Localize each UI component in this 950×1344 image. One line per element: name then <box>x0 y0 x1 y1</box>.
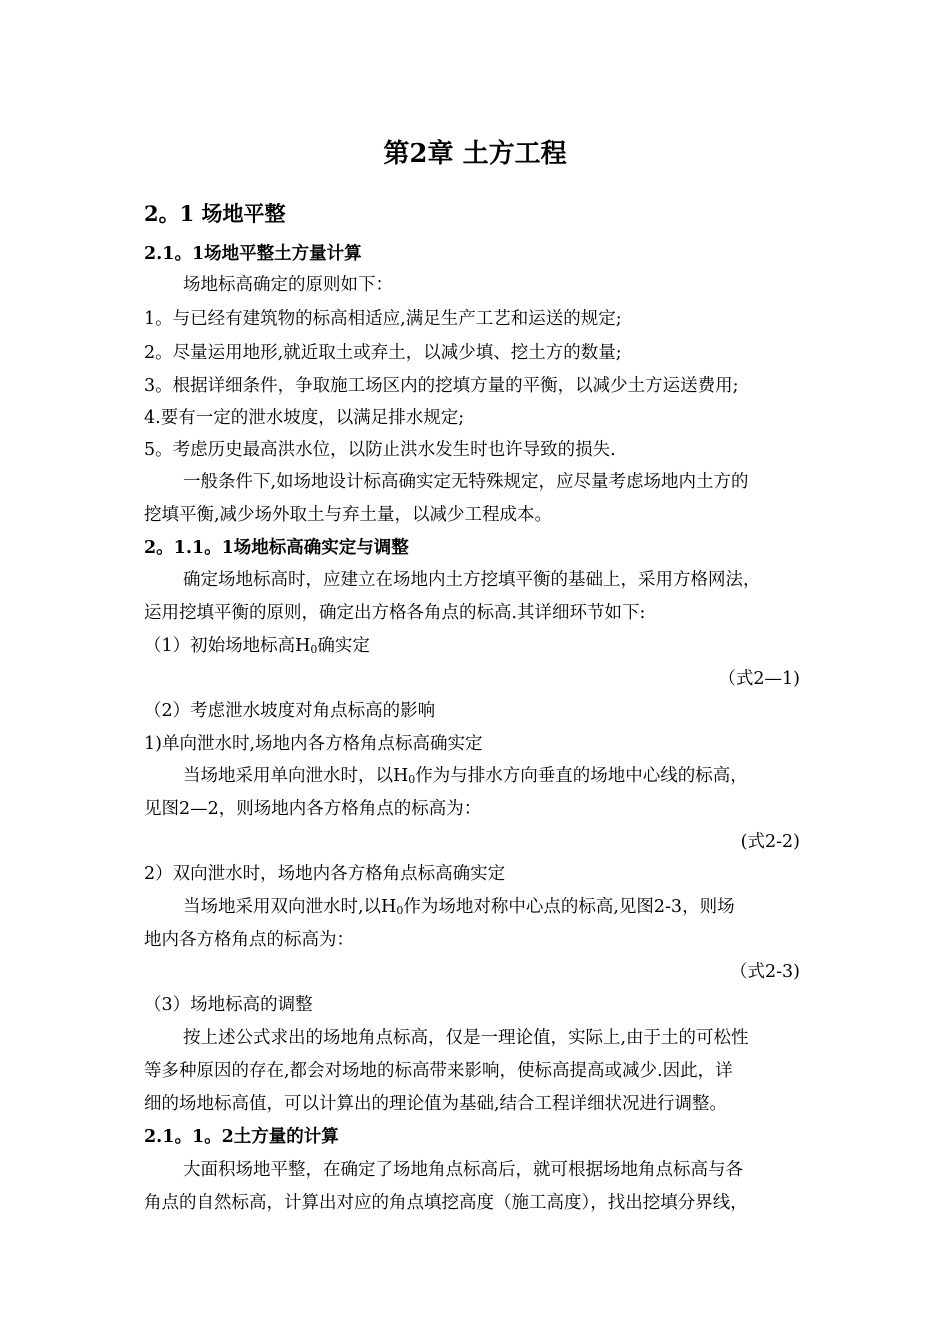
principle-item: 1。与已经有建筑物的标高相适应,满足生产工艺和运送的规定; <box>144 309 622 329</box>
paragraph-line: 细的场地标高值，可以计算出的理论值为基础,结合工程详细状况进行调整。 <box>144 1094 728 1114</box>
paragraph-line: 等多种原因的存在,都会对场地的标高带来影响，使标高提高或减少.因此，详 <box>144 1061 733 1081</box>
chapter-title: 第2章 土方工程 <box>383 139 567 169</box>
step-item: （2）考虑泄水坡度对角点标高的影响 <box>144 701 436 721</box>
principle-item: 5。考虑历史最高洪水位，以防止洪水发生时也许导致的损失. <box>144 440 616 460</box>
step-item: （3）场地标高的调整 <box>144 995 313 1015</box>
subsection-heading-2: 2。1.1。1场地标高确实定与调整 <box>144 538 409 558</box>
principle-item: 3。根据详细条件，争取施工场区内的挖填方量的平衡，以减少土方运送费用; <box>144 376 739 396</box>
intro-text: 场地标高确定的原则如下： <box>183 275 393 295</box>
paragraph-line: 大面积场地平整，在确定了场地角点标高后，就可根据场地角点标高与各 <box>183 1160 743 1180</box>
paragraph-line: 当场地采用单向泄水时，以$H_0$作为与排水方向垂直的场地中心线的标高， <box>183 766 748 786</box>
paragraph-line: 角点的自然标高，计算出对应的角点填挖高度（施工高度），找出挖填分界线， <box>144 1193 748 1213</box>
paragraph-line: 一般条件下,如场地设计标高确实定无特殊规定，应尽量考虑场地内土方的 <box>183 472 749 492</box>
step-item: 1)单向泄水时,场地内各方格角点标高确实定 <box>144 734 483 754</box>
paragraph-line: 运用挖填平衡的原则，确定出方格各角点的标高.其详细环节如下: <box>144 603 646 623</box>
formula-label: （式2-3) <box>729 962 800 982</box>
step-item: 2）双向泄水时，场地内各方格角点标高确实定 <box>144 864 506 884</box>
step-item: （1）初始场地标高$H_0$确实定 <box>144 636 370 656</box>
subsection-heading-1: 2.1。1场地平整土方量计算 <box>144 244 362 264</box>
paragraph-line: 地内各方格角点的标高为： <box>144 930 354 950</box>
formula-label: (式2-2) <box>740 832 800 852</box>
paragraph-line: 见图2—2，则场地内各方格角点的标高为： <box>144 799 482 819</box>
principle-item: 2。尽量运用地形,就近取土或弃土，以减少填、挖土方的数量; <box>144 343 622 363</box>
formula-label: （式2—1) <box>718 669 800 689</box>
paragraph-line: 按上述公式求出的场地角点标高，仅是一理论值，实际上,由于土的可松性 <box>183 1028 749 1048</box>
paragraph-line: 当场地采用双向泄水时,以$H_0$作为场地对称中心点的标高,见图2-3，则场 <box>183 897 735 917</box>
section-title: 2。1 场地平整 <box>144 201 286 226</box>
subsection-heading-3: 2.1。1。2土方量的计算 <box>144 1127 339 1147</box>
paragraph-line: 挖填平衡,减少场外取土与弃土量，以减少工程成本。 <box>144 505 553 525</box>
paragraph-line: 确定场地标高时，应建立在场地内土方挖填平衡的基础上，采用方格网法， <box>183 570 761 590</box>
principle-item: 4.要有一定的泄水坡度，以满足排水规定; <box>144 408 465 428</box>
